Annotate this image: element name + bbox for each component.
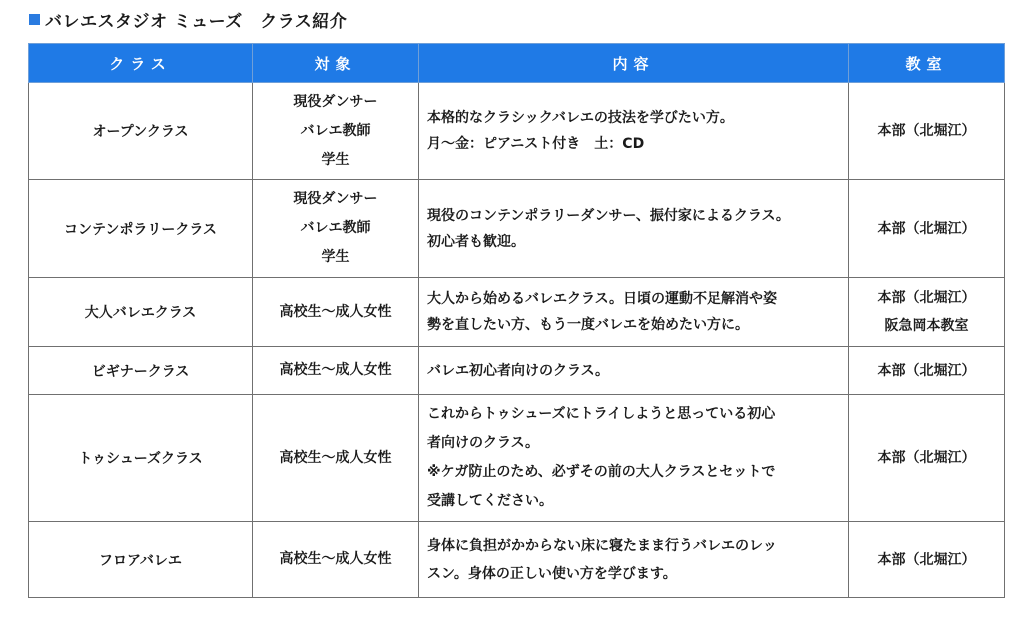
content-line: 現役のコンテンポラリーダンサー、振付家によるクラス。 bbox=[427, 207, 790, 224]
room-line: 本部（北堀江） bbox=[877, 123, 976, 139]
class-name-cell: 大人バレエクラス bbox=[29, 278, 253, 347]
class-name-cell: オープンクラス bbox=[29, 83, 253, 180]
content-line: バレエ初心者向けのクラス。 bbox=[427, 362, 609, 379]
table-row bbox=[29, 180, 1005, 278]
target-line: 学生 bbox=[321, 151, 350, 168]
target-line: バレエ教師 bbox=[300, 122, 371, 139]
content-line: これからトゥシューズにトライしようと思っている初心 bbox=[427, 406, 776, 422]
content-cell bbox=[419, 278, 849, 347]
header-room: 教室 bbox=[849, 44, 1005, 83]
class-name-cell: トゥシューズクラス bbox=[29, 395, 253, 522]
content-line: 者向けのクラス。 bbox=[427, 435, 539, 451]
table-row bbox=[29, 83, 1005, 180]
content-line: 受講してください。 bbox=[427, 493, 553, 509]
target-cell bbox=[253, 395, 419, 522]
room-cell bbox=[849, 395, 1005, 522]
content-cell bbox=[419, 83, 849, 180]
target-cell bbox=[253, 83, 419, 180]
table-header-row bbox=[29, 44, 1005, 83]
content-line: 勢を直したい方、もう一度バレエを始めたい方に。 bbox=[427, 317, 749, 333]
header-target: 対象 bbox=[253, 44, 419, 83]
room-cell bbox=[849, 180, 1005, 278]
target-cell bbox=[253, 522, 419, 598]
room-cell bbox=[849, 278, 1005, 347]
room-cell bbox=[849, 522, 1005, 598]
room-line: 阪急岡本教室 bbox=[884, 318, 969, 334]
room-line: 本部（北堀江） bbox=[877, 551, 976, 568]
target-line: 現役ダンサー bbox=[293, 93, 378, 110]
content-line: 身体に負担がかからない床に寝たまま行うバレエのレッ bbox=[427, 537, 777, 554]
table-row bbox=[29, 395, 1005, 522]
room-cell bbox=[849, 83, 1005, 180]
content-cell bbox=[419, 522, 849, 598]
class-table bbox=[28, 43, 1005, 598]
target-line: 高校生～成人女性 bbox=[279, 362, 392, 378]
content-line: 月～金：ピアニスト付き 土：CD bbox=[427, 136, 645, 152]
square-bullet-icon bbox=[29, 14, 40, 25]
target-line: 高校生～成人女性 bbox=[279, 449, 392, 466]
table-row bbox=[29, 522, 1005, 598]
header-content: 内容 bbox=[419, 44, 849, 83]
room-line: 本部（北堀江） bbox=[877, 220, 976, 237]
content-line: 本格的なクラシックバレエの技法を学びたい方。 bbox=[427, 110, 734, 126]
target-line: 学生 bbox=[321, 249, 350, 265]
class-name-cell: コンテンポラリークラス bbox=[29, 180, 253, 278]
content-cell bbox=[419, 180, 849, 278]
target-cell bbox=[253, 347, 419, 395]
content-line: スン。身体の正しい使い方を学びます。 bbox=[427, 565, 677, 582]
target-cell bbox=[253, 180, 419, 278]
target-line: 高校生～成人女性 bbox=[279, 551, 392, 567]
room-cell bbox=[849, 347, 1005, 395]
header-class: クラス bbox=[29, 44, 253, 83]
content-line: 大人から始めるバレエクラス。日頃の運動不足解消や姿 bbox=[427, 291, 777, 307]
content-cell bbox=[419, 347, 849, 395]
target-line: 高校生～成人女性 bbox=[279, 303, 392, 320]
target-cell bbox=[253, 278, 419, 347]
content-cell bbox=[419, 395, 849, 522]
page-title bbox=[29, 6, 347, 32]
class-name-cell: ビギナークラス bbox=[29, 347, 253, 395]
table-row bbox=[29, 347, 1005, 395]
class-name-cell: フロアバレエ bbox=[29, 522, 253, 598]
target-line: バレエ教師 bbox=[300, 220, 371, 236]
target-line: 現役ダンサー bbox=[293, 191, 378, 207]
room-line: 本部（北堀江） bbox=[877, 362, 976, 379]
page-title-text: バレエスタジオ ミューズ クラス紹介 bbox=[45, 11, 348, 32]
room-line: 本部（北堀江） bbox=[877, 290, 976, 306]
content-line: 初心者も歓迎。 bbox=[427, 233, 525, 250]
table-row bbox=[29, 278, 1005, 347]
content-line: ※ケガ防止のため、必ずその前の大人クラスとセットで bbox=[427, 464, 776, 480]
room-line: 本部（北堀江） bbox=[877, 450, 976, 466]
